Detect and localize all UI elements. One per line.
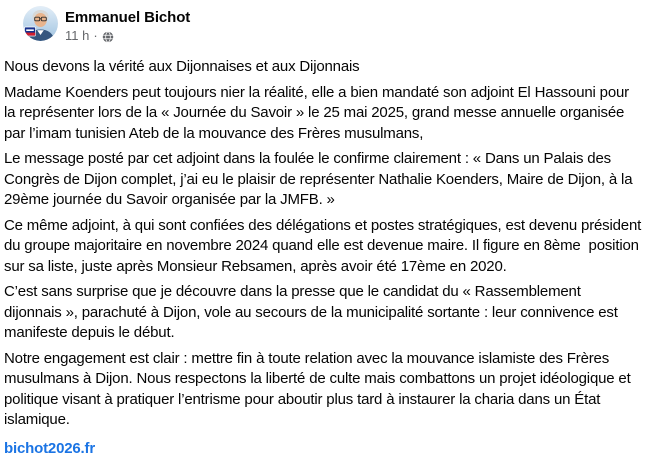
post-link[interactable]: bichot2026.fr — [4, 439, 96, 457]
post-meta — [65, 28, 190, 44]
post-paragraph: C’est sans surprise que je découvre dans la presse que le candidat du « Rassemblement dijonnais », parachuté à Dijon, vole au secours de la municipalité sortante : leur connivence est manifeste depuis le début. — [4, 283, 622, 341]
post-header-text — [65, 6, 190, 44]
avatar[interactable] — [23, 6, 58, 41]
post-paragraph: Ce même adjoint, à qui sont confiées des délégations et postes stratégiques, est devenu président du groupe majoritaire en novembre 2024 quand elle est devenue maire. Il figure en 8ème position sur sa liste, juste après Monsieur Rebsamen, après avoir été 17ème en 2020. — [4, 216, 646, 275]
author-name[interactable]: Emmanuel Bichot — [65, 9, 191, 26]
post-paragraph: Notre engagement est clair : mettre fin à toute relation avec la mouvance islamiste des Frères musulmans à Dijon. Nous respectons la liberté de culte mais combattons un projet idéologique et politique visant à pratiquer l’entrisme pour aboutir plus tard à instaurer la charia dans un État islamique. — [4, 349, 635, 428]
post-body — [4, 57, 646, 459]
post-paragraph: Madame Koenders peut toujours nier la réalité, elle a bien mandaté son adjoint El Hassouni pour la représenter lors de la « Journée du Savoir » le 25 mai 2025, grand messe annuelle organisée par l’imam tunisien Ateb de la mouvance des Frères musulmans, — [4, 83, 633, 142]
post-header — [0, 0, 647, 44]
post-paragraph: Nous devons la vérité aux Dijonnaises et aux Dijonnais — [4, 58, 360, 75]
timestamp[interactable]: 11 h — [65, 28, 90, 43]
post-paragraph: Le message posté par cet adjoint dans la foulée le confirme clairement : « Dans un Palais des Congrès de Dijon complet, j’ai eu le plaisir de représenter Nathalie Koenders, Maire de Dijon, à la 29ème journée du Savoir organisée par la JMFB. » — [4, 150, 637, 208]
globe-icon — [102, 31, 114, 43]
avatar-image — [23, 6, 58, 41]
meta-separator: · — [93, 28, 98, 43]
